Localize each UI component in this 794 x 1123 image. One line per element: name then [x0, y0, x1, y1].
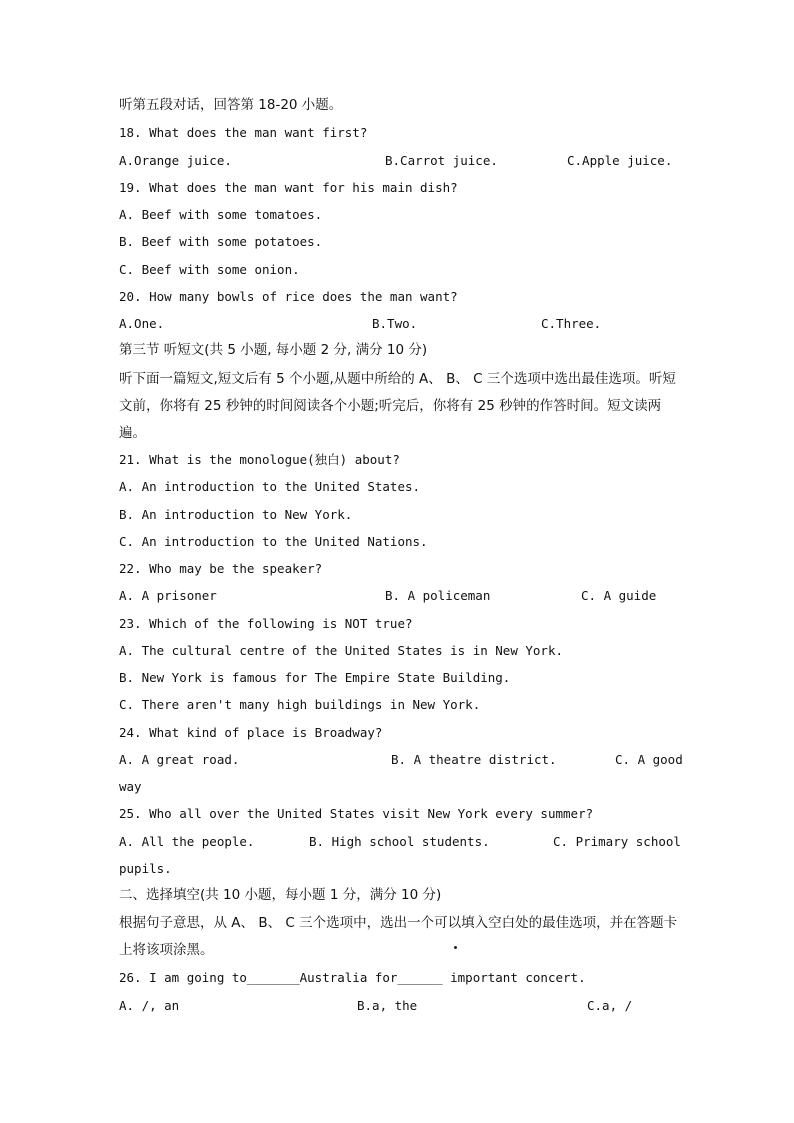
question-24-stem: 24. What kind of place is Broadway? — [119, 725, 383, 740]
q20-option-c: C.Three. — [541, 316, 602, 331]
q19-option-b: B. Beef with some potatoes. — [119, 234, 323, 249]
stray-dot-mark — [454, 946, 457, 949]
q26-option-b: B.a, the — [357, 998, 418, 1013]
q24-option-c-wrap: way — [119, 779, 142, 794]
q22-option-b: B. A policeman — [385, 588, 491, 603]
q24-option-c: C. A good — [615, 752, 683, 767]
q23-option-b: B. New York is famous for The Empire State Building. — [119, 670, 511, 685]
q23-option-a: A. The cultural centre of the United States is in New York. — [119, 643, 564, 658]
question-22-stem: 22. Who may be the speaker? — [119, 561, 323, 576]
q21-option-a: A. An introduction to the United States. — [119, 479, 421, 494]
q25-option-b: B. High school students. — [309, 834, 490, 849]
question-21-stem: 21. What is the monologue(独白) about? — [119, 452, 400, 467]
q25-option-c: C. Primary school — [553, 834, 681, 849]
q18-option-c: C.Apple juice. — [567, 153, 673, 168]
q19-option-a: A. Beef with some tomatoes. — [119, 207, 323, 222]
question-18-stem: 18. What does the man want first? — [119, 125, 368, 140]
question-23-stem: 23. Which of the following is NOT true? — [119, 616, 413, 631]
q18-option-a: A.Orange juice. — [119, 153, 232, 168]
q22-option-a: A. A prisoner — [119, 588, 217, 603]
q26-option-c: C.a, / — [587, 998, 633, 1013]
q24-option-a: A. A great road. — [119, 752, 240, 767]
part2-title: 二、选择填空(共 10 小题，每小题 1 分，满分 10 分) — [119, 887, 442, 903]
q21-option-b: B. An introduction to New York. — [119, 507, 353, 522]
q23-option-c: C. There aren't many high buildings in New York. — [119, 697, 481, 712]
q21-option-c: C. An introduction to the United Nations. — [119, 534, 428, 549]
question-19-stem: 19. What does the man want for his main dish? — [119, 180, 458, 195]
q24-option-b: B. A theatre district. — [391, 752, 557, 767]
q26-option-a: A. /, an — [119, 998, 180, 1013]
section5-intro: 听第五段对话，回答第 18-20 小题。 — [119, 97, 343, 113]
q20-option-b: B.Two. — [372, 316, 418, 331]
part3-title: 第三节 听短文(共 5 小题, 每小题 2 分, 满分 10 分) — [119, 342, 428, 358]
question-25-stem: 25. Who all over the United States visit New York every summer? — [119, 806, 594, 821]
q25-option-c-wrap: pupils. — [119, 861, 172, 876]
question-26-stem: 26. I am going to_______Australia for______ important concert. — [119, 970, 586, 985]
question-20-stem: 20. How many bowls of rice does the man want? — [119, 289, 458, 304]
part2-instructions: 根据句子意思，从 A、 B、 C 三个选项中，选出一个可以填入空白处的最佳选项，并在答题卡上将该项涂黑。 — [119, 915, 678, 958]
part3-instructions: 听下面一篇短文,短文后有 5 个小题,从题中所给的 A、 B、 C 三个选项中选出最佳选项。听短文前，你将有 25 秒钟的时间阅读各个小题;听完后，你将有 25 秒钟的作答时间。短文读两遍。 — [119, 371, 676, 441]
q20-option-a: A.One. — [119, 316, 165, 331]
q19-option-c: C. Beef with some onion. — [119, 262, 300, 277]
q22-option-c: C. A guide — [581, 588, 657, 603]
q18-option-b: B.Carrot juice. — [385, 153, 498, 168]
q25-option-a: A. All the people. — [119, 834, 255, 849]
